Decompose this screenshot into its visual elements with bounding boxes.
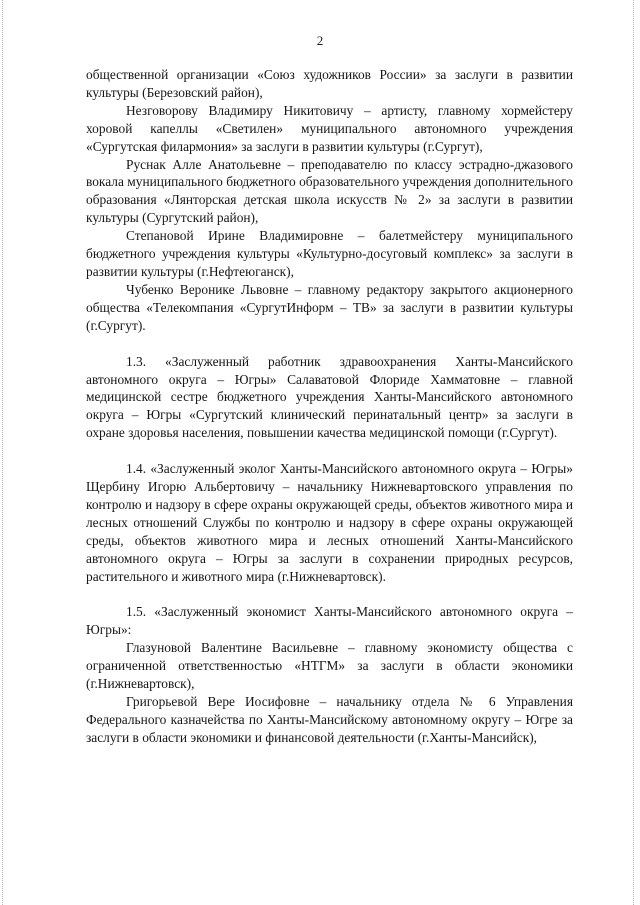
scan-edge-left xyxy=(2,0,5,905)
paragraph: Степановой Ирине Владимировне – балетмейстеру муниципального бюджетного учреждения культуры «Культурно-досуговый комплекс» за заслуги в развитии культуры (г.Нефтеюганск), xyxy=(86,228,573,279)
section-paragraph-1-4: 1.4. «Заслуженный эколог Ханты-Мансийского автономного округа – Югры» Щербину Игорю Альбертовичу – начальнику Нижневартовского управления по контролю и надзору в сфере охраны окружающей среды, объектов животного мира и лесных отношений Службы по контролю и надзору в сфере охраны окружающей среды, объектов животного мира и лесных отношений Ханты-Мансийского автономного округа – Югры за заслуги в сохранении природных ресурсов, растительного и животного мира (г.Нижневартовск). xyxy=(86,461,573,584)
section-gap xyxy=(86,442,573,460)
section-paragraph-1-3: 1.3. «Заслуженный работник здравоохранения Ханты-Мансийского автономного округа – Югры» Салаватовой Флориде Хамматовне – главной медицинской сестре бюджетного учреждения Ханты-Мансийского автономного округа – Югры «Сургутский клинический перинатальный центр» за заслуги в охране здоровья населения, повышении качества медицинской помощи (г.Сургут). xyxy=(86,353,573,441)
page-number: 2 xyxy=(316,33,324,48)
paragraph: Руснак Алле Анатольевне – преподавателю по классу эстрадно-джазового вокала муниципального бюджетного образовательного учреждения дополнительного образования «Лянторская детская школа искусств № 2» за заслуги в развитии культуры (Сургутский район), xyxy=(86,156,573,226)
section-gap xyxy=(86,335,573,353)
scan-edge-right xyxy=(633,0,636,905)
paragraph: Чубенко Веронике Львовне – главному редактору закрытого акционерного общества «Телекомпания «СургутИнформ – ТВ» за заслуги в развитии культуры (г.Сургут). xyxy=(86,281,573,333)
section-gap xyxy=(86,585,573,603)
paragraph: Незговорову Владимиру Никитовичу – артисту, главному хормейстеру хоровой капеллы «Светилен» муниципального автономного учреждения «Сургутская филармония» за заслуги в развитии культуры (г.Сургут), xyxy=(86,102,573,154)
document-body xyxy=(86,66,573,747)
section-paragraph-1-5: 1.5. «Заслуженный экономист Ханты-Мансийского автономного округа – Югры»: xyxy=(86,604,573,638)
paragraph: Григорьевой Вере Иосифовне – начальнику отдела № 6 Управления Федерального казначейства по Ханты-Мансийскому автономному округу – Югре за заслуги в области экономики и финансовой деятельности (г.Ханты-Мансийск), xyxy=(86,694,573,745)
paragraph: Глазуновой Валентине Васильевне – главному экономисту общества с ограниченной ответственностью «НТГМ» за заслуги в области экономики (г.Нижневартовск), xyxy=(86,640,573,692)
paragraph: общественной организации «Союз художников России» за заслуги в развитии культуры (Березовский район), xyxy=(86,67,573,100)
